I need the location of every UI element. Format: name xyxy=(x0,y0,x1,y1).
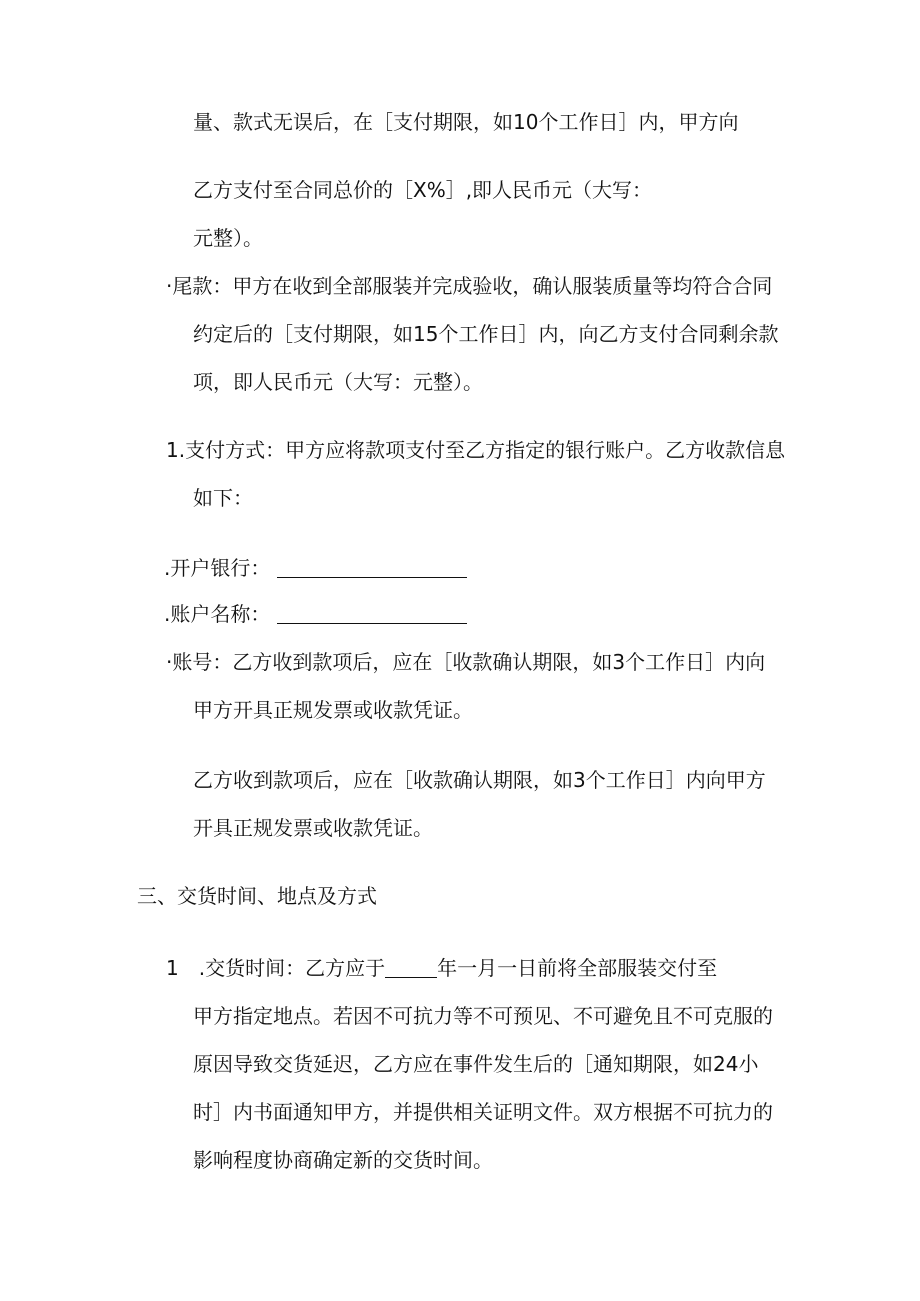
paragraph-line: 影响程度协商确定新的交货时间。 xyxy=(193,1148,493,1172)
paragraph-line: 乙方支付至合同总价的［X%］,即人民币元（大写： xyxy=(193,178,653,202)
account-name-field xyxy=(164,600,467,628)
delivery-time-suffix: 年一月一日前将全部服装交付至 xyxy=(437,956,718,980)
paragraph-line: 如下： xyxy=(193,486,253,510)
bank-name-label: .开户银行： xyxy=(164,556,271,580)
bank-name-blank[interactable] xyxy=(277,557,467,578)
bank-name-field xyxy=(164,554,467,582)
delivery-time-prefix: 1 .交货时间：乙方应于 xyxy=(166,956,386,980)
paragraph-line: 开具正规发票或收款凭证。 xyxy=(193,816,433,840)
account-name-blank[interactable] xyxy=(277,603,467,624)
paragraph-line: 原因导致交货延迟，乙方应在事件发生后的［通知期限，如24小 xyxy=(193,1052,759,1076)
paragraph-line: 元整）。 xyxy=(193,226,263,250)
section-heading: 三、交货时间、地点及方式 xyxy=(137,884,377,908)
list-item-payment-method: 1.支付方式：甲方应将款项支付至乙方指定的银行账户。乙方收款信息 xyxy=(166,438,786,462)
list-item-account-number: ·账号：乙方收到款项后，应在［收款确认期限，如3个工作日］内向 xyxy=(166,650,766,674)
delivery-time-item xyxy=(166,954,717,982)
account-name-label: .账户名称： xyxy=(164,602,271,626)
paragraph-line: 甲方开具正规发票或收款凭证。 xyxy=(193,698,473,722)
list-item-final-payment: ·尾款：甲方在收到全部服装并完成验收，确认服装质量等均符合合同 xyxy=(166,274,773,298)
delivery-year-blank[interactable] xyxy=(385,957,437,978)
paragraph-line: 项，即人民币元（大写：元整）。 xyxy=(193,370,483,394)
paragraph-line: 甲方指定地点。若因不可抗力等不可预见、不可避免且不可克服的 xyxy=(193,1004,773,1028)
paragraph-line: 时］内书面通知甲方，并提供相关证明文件。双方根据不可抗力的 xyxy=(193,1100,773,1124)
paragraph-line: 乙方收到款项后，应在［收款确认期限，如3个工作日］内向甲方 xyxy=(193,768,766,792)
paragraph-line: 约定后的［支付期限，如15个工作日］内，向乙方支付合同剩余款 xyxy=(193,322,779,346)
paragraph-line: 量、款式无误后，在［支付期限，如10个工作日］内，甲方向 xyxy=(193,110,739,134)
